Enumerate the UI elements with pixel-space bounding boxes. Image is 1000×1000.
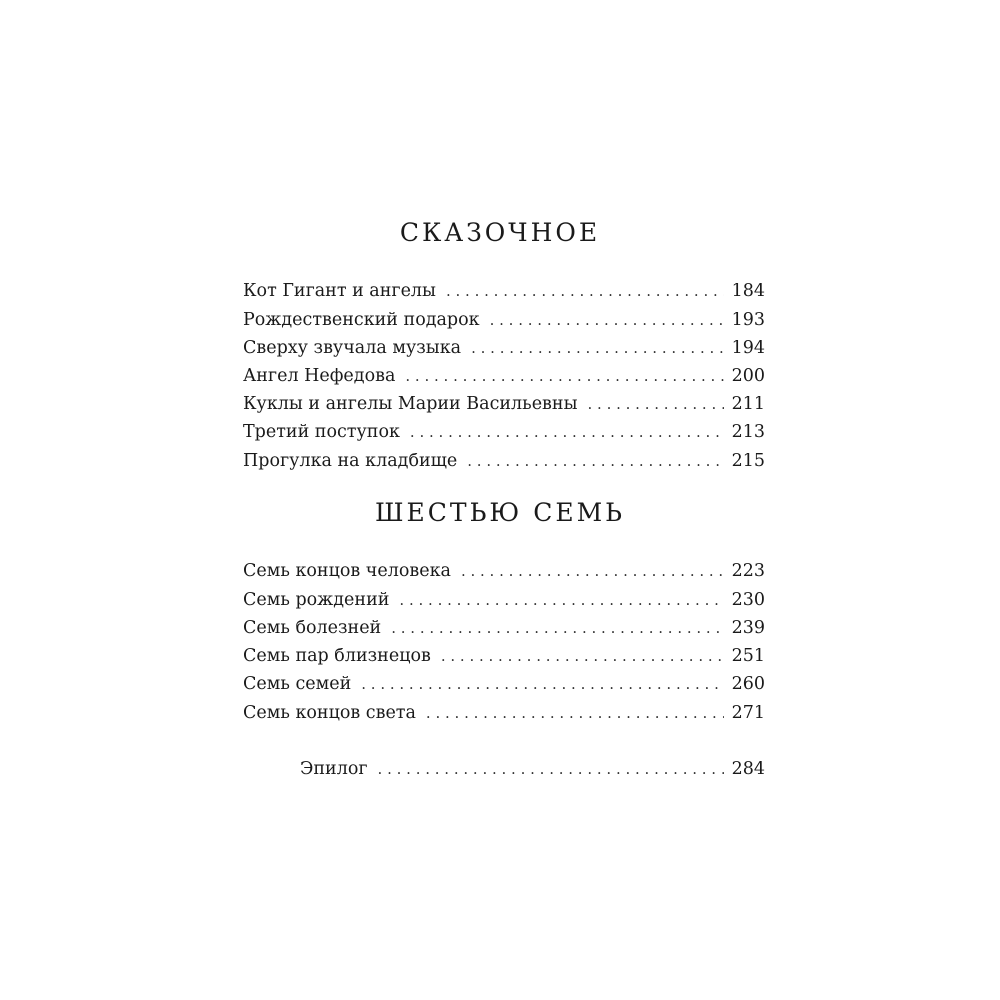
toc-entry-title: Семь семей [243, 676, 352, 694]
toc-entry-title: Куклы и ангелы Марии Васильевны [243, 396, 578, 414]
toc-entry-title: Ангел Нефедова [243, 368, 396, 386]
toc-entry-title: Семь концов человека [243, 563, 451, 581]
toc-entry-title: Семь концов света [243, 705, 416, 723]
dot-leader [378, 762, 724, 777]
toc-entry-title: Прогулка на кладбище [243, 453, 458, 471]
dot-leader [399, 593, 723, 608]
dot-leader [490, 313, 724, 328]
toc-entry[interactable] [243, 424, 765, 442]
toc-entry-title: Сверху звучала музыка [243, 340, 462, 358]
toc-entry-page: 184 [731, 283, 765, 301]
toc-entry-page: 239 [731, 620, 765, 638]
toc-entry-title: Эпилог [300, 761, 368, 779]
toc-entry-title: Третий поступок [243, 424, 400, 442]
toc-entry-page: 193 [731, 312, 765, 330]
toc-entry[interactable] [243, 340, 765, 358]
dot-leader [446, 284, 724, 299]
toc-entry-page: 271 [731, 705, 765, 723]
dot-leader [441, 649, 724, 664]
dot-leader [461, 564, 724, 579]
toc-entry-page: 260 [731, 676, 765, 694]
toc-entry[interactable] [243, 283, 765, 301]
dot-leader [391, 621, 723, 636]
toc-entry-title: Семь рождений [243, 592, 390, 610]
toc-entry[interactable] [243, 563, 765, 581]
toc-entry-page: 211 [731, 396, 765, 414]
toc-entry[interactable] [243, 676, 765, 694]
toc-entry[interactable] [243, 312, 765, 330]
dot-leader [471, 341, 724, 356]
toc-entry-page: 284 [731, 761, 765, 779]
dot-leader [588, 397, 724, 412]
toc-entry[interactable] [243, 453, 765, 471]
dot-leader [410, 425, 724, 440]
toc-entry-title: Рождественский подарок [243, 312, 480, 330]
toc-entry-page: 230 [731, 592, 765, 610]
toc-entry-page: 213 [731, 424, 765, 442]
dot-leader [467, 454, 723, 469]
toc-entry-title: Семь болезней [243, 620, 382, 638]
toc-entry[interactable] [243, 620, 765, 638]
dot-leader [405, 369, 723, 384]
toc-entry-page: 223 [731, 563, 765, 581]
toc-entry-title: Семь пар близнецов [243, 648, 431, 666]
section-title-six-sevens: ШЕСТЬЮ СЕМЬ [374, 498, 626, 527]
toc-entry[interactable] [243, 368, 765, 386]
toc-entry-page: 194 [731, 340, 765, 358]
toc-entry[interactable] [243, 705, 765, 723]
dot-leader [426, 706, 724, 721]
toc-entry-epilogue[interactable] [300, 761, 765, 779]
section-title-fairytale: СКАЗОЧНОЕ [399, 218, 601, 247]
toc-entry[interactable] [243, 648, 765, 666]
toc-entry-page: 215 [731, 453, 765, 471]
toc-entry-title: Кот Гигант и ангелы [243, 283, 436, 301]
toc-entry-page: 251 [731, 648, 765, 666]
toc-entry[interactable] [243, 592, 765, 610]
toc-entry[interactable] [243, 396, 765, 414]
toc-entry-page: 200 [731, 368, 765, 386]
dot-leader [361, 677, 723, 692]
